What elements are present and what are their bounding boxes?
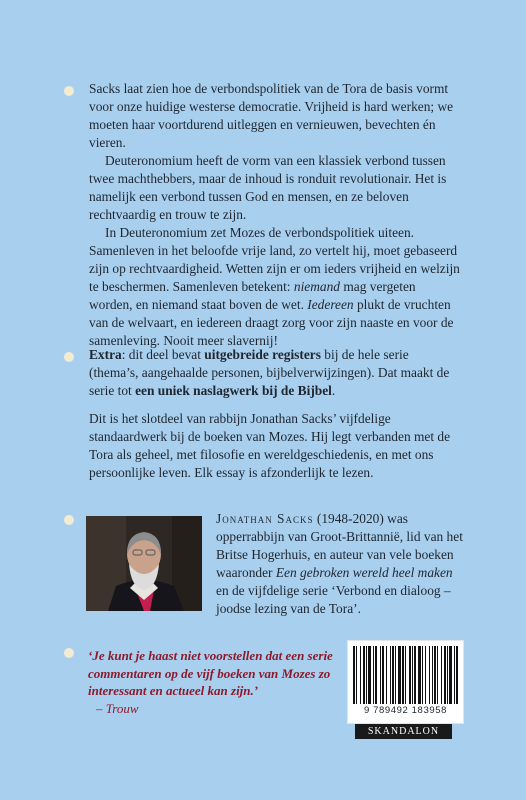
barcode-bar [395,646,396,704]
bio-book-title: Een gebroken wereld heel maken [275,565,453,580]
barcode-bar [402,646,404,704]
barcode-bar [432,646,433,704]
barcode-bar [447,646,448,704]
bio-t1: (1948-2020) was opperrabbijn van Groot-Brittannië, lid van het Britse Hogerhuis, en auteur van vele boeken waaronder [216,511,463,580]
barcode-bar [375,646,377,704]
barcode-bars [353,646,458,704]
quote-source: – Trouw [96,700,139,716]
barcode-bar [418,646,421,704]
series-text [89,410,461,482]
extra-t1: : dit deel bevat [121,347,205,362]
barcode-bar [434,646,436,704]
author-portrait [86,516,202,611]
extra-t3: . [331,383,336,398]
blurb-text [89,80,461,350]
barcode-bar [441,646,442,704]
barcode-bar [449,646,452,704]
bio-t2: en de vijfdelige serie ‘Verbond en dialoog – joodse lezing van de Tora’. [216,583,451,616]
barcode-bar [386,646,387,704]
bullet-dot-2 [64,352,74,362]
blurb-paragraph-3 [89,224,461,350]
barcode-bar [444,646,446,704]
barcode-bar [398,646,401,704]
barcode-bar [422,646,423,704]
barcode-bar [382,646,384,704]
barcode-bar [392,646,394,704]
author-name: Jonathan Sacks [216,511,314,526]
author-bio [216,510,466,618]
extra-text [89,346,461,400]
barcode-bar [405,646,406,704]
quote-text: ‘Je kunt je haast niet voorstellen dat een serie commentaren op de vijf boeken van Mozes zo interessant en actueel kan zijn.’ [88,648,333,698]
extra-bold-2: een uniek naslagwerk bij de Bijbel [135,383,332,398]
barcode-bar [425,646,426,704]
bullet-dot-1 [64,86,74,96]
blurb-paragraph-2: Deuteronomium heeft de vorm van een klassiek verbond tussen twee machthebbers, maar de inhoud is ronduit revolutionair. Het is namelijk een verbond tussen God en mensen, en ze beloven rechtvaardig en trouw te zijn. [89,153,447,222]
barcode-bar [353,646,355,704]
barcode-bar [356,646,357,704]
barcode-bar [366,646,367,704]
publisher-logo: SKANDALON [355,724,452,739]
review-quote [88,647,338,717]
barcode-bar [380,646,381,704]
blurb-p3-b: mag vergeten worden, en niemand staat boven de wet. [89,279,416,312]
blurb-paragraph-1: Sacks laat zien hoe de verbondspolitiek van de Tora de basis vormt voor onze huidige westerse democratie. Vrijheid is hard werken; we moeten haar voortdurend uitleggen en vernieuwen, bevechten én vieren. [89,81,454,150]
extra-paragraph [89,346,461,400]
blurb-p3-emphasis-1: niemand [293,279,340,294]
isbn-number: 9 789492 183958 [364,705,447,716]
extra-bold-1: uitgebreide registers [204,347,321,362]
bullet-dot-3 [64,515,74,525]
blurb-p3-c: plukt de vruchten van de welvaart, en iedereen draagt zorg voor zijn naaste en voor de samenleving. Nooit meer slavernij! [89,297,454,348]
bullet-dot-4 [64,648,74,658]
barcode-bar [454,646,455,704]
series-paragraph: Dit is het slotdeel van rabbijn Jonathan Sacks’ vijfdelige standaardwerk bij de boeken van Mozes. Hij legt verbanden met de Tora als geheel, met filosofie en wereldgeschiedenis, en met ons persoonlijke leven. Elk essay is afzonderlijk te lezen. [89,411,451,480]
barcode-bar [414,646,416,704]
barcode-bar [363,646,365,704]
barcode-bar [437,646,438,704]
extra-label: Extra [89,347,122,362]
barcode-bar [412,646,413,704]
author-portrait-image [86,516,202,611]
barcode-bar [368,646,371,704]
barcode-bar [409,646,411,704]
extra-t2: bij de hele serie (thema’s, aangehaalde personen, bijbelverwijzingen). Dat maakt de serie tot [89,347,450,398]
barcode [347,640,464,724]
barcode-bar [360,646,361,704]
barcode-bar [456,646,458,704]
barcode-bar [429,646,430,704]
blurb-p3-a: In Deuteronomium zet Mozes de verbondspolitiek uiteen. Samenleven in het beloofde vrije land, zo vertelt hij, moet gebaseerd zijn op rechtvaardigheid. Wetten zijn er om ieders vrijheid en welzijn te beschermen. Samenleven betekent: [89,225,460,294]
barcode-bar [373,646,374,704]
blurb-p3-emphasis-2: Iedereen [307,297,354,312]
barcode-bar [390,646,391,704]
